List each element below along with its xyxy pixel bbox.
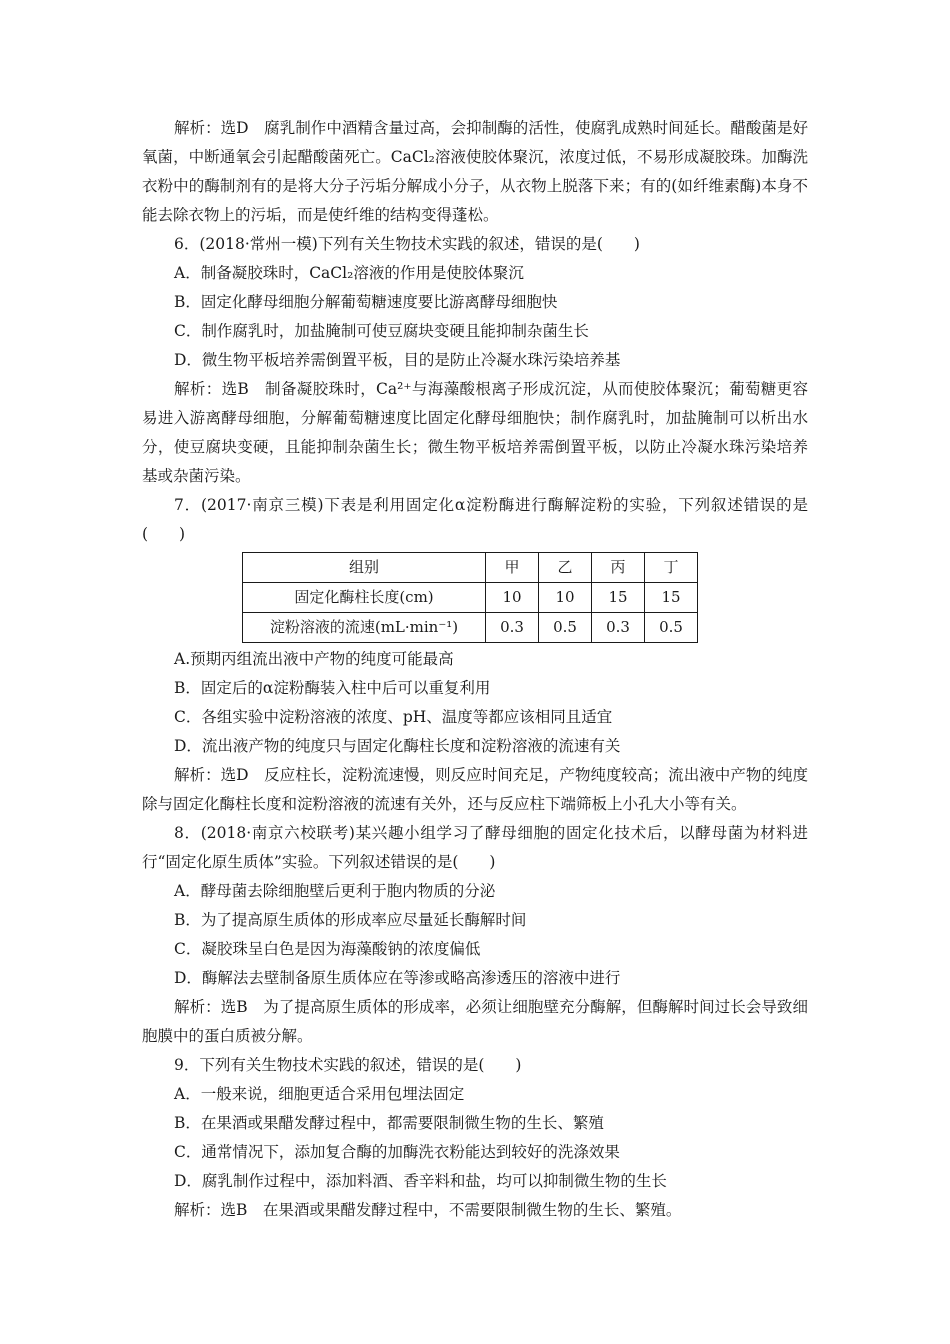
table-header-cell: 乙 <box>539 553 592 583</box>
question-6-stem: 6．(2018·常州一模)下列有关生物技术实践的叙述，错误的是( ) <box>174 235 640 253</box>
question-7-stem: 7．(2017·南京三模)下表是利用固定化α淀粉酶进行酶解淀粉的实验，下列叙述错误的是( ) <box>142 496 808 543</box>
question-8-stem: 8．(2018·南京六校联考)某兴趣小组学习了酵母细胞的固定化技术后，以酵母菌为材料进行“固定化原生质体”实验。下列叙述错误的是( ) <box>142 824 808 871</box>
table-header-row <box>243 553 698 583</box>
q9-option-c: C．通常情况下，添加复合酶的加酶洗衣粉能达到较好的洗涤效果 <box>174 1143 620 1161</box>
experiment-table-wrap <box>242 552 808 643</box>
analysis-q8: 解析：选B 为了提高原生质体的形成率，必须让细胞壁充分酶解，但酶解时间过长会导致细胞膜中的蛋白质被分解。 <box>142 998 808 1045</box>
analysis-q5: 解析：选D 腐乳制作中酒精含量过高，会抑制酶的活性，使腐乳成熟时间延长。醋酸菌是好氧菌，中断通氧会引起醋酸菌死亡。CaCl₂溶液使胶体聚沉，浓度过低，不易形成凝胶珠。加酶洗衣粉中的酶制剂有的是将大分子污垢分解成小分子，从衣物上脱落下来；有的(如纤维素酶)本身不能去除衣物上的污垢，而是使纤维的结构变得蓬松。 <box>142 119 808 224</box>
table-row <box>243 613 698 643</box>
q7-option-b: B．固定后的α淀粉酶装入柱中后可以重复利用 <box>174 679 491 697</box>
experiment-table <box>242 552 698 643</box>
table-cell: 淀粉溶液的流速(mL·min⁻¹) <box>243 613 486 643</box>
table-header-cell: 甲 <box>486 553 539 583</box>
table-cell: 0.5 <box>645 613 698 643</box>
table-header-cell: 丙 <box>592 553 645 583</box>
q8-option-d: D．酶解法去壁制备原生质体应在等渗或略高渗透压的溶液中进行 <box>174 969 621 987</box>
analysis-q9: 解析：选B 在果酒或果醋发酵过程中，不需要限制微生物的生长、繁殖。 <box>174 1201 682 1219</box>
table-cell: 0.3 <box>592 613 645 643</box>
question-9-stem: 9．下列有关生物技术实践的叙述，错误的是( ) <box>174 1056 522 1074</box>
analysis-q6: 解析：选B 制备凝胶珠时，Ca²⁺与海藻酸根离子形成沉淀，从而使胶体聚沉；葡萄糖更容易进入游离酵母细胞，分解葡萄糖速度比固定化酵母细胞快；制作腐乳时，加盐腌制可以析出水分，使豆腐块变硬，且能抑制杂菌生长；微生物平板培养需倒置平板，以防止冷凝水珠污染培养基或杂菌污染。 <box>142 380 808 485</box>
table-cell: 15 <box>592 583 645 613</box>
table-cell: 0.5 <box>539 613 592 643</box>
table-cell: 15 <box>645 583 698 613</box>
q8-option-b: B．为了提高原生质体的形成率应尽量延长酶解时间 <box>174 911 527 929</box>
analysis-q7: 解析：选D 反应柱长，淀粉流速慢，则反应时间充足，产物纯度较高；流出液中产物的纯度除与固定化酶柱长度和淀粉溶液的流速有关外，还与反应柱下端筛板上小孔大小等有关。 <box>142 766 808 813</box>
table-row <box>243 583 698 613</box>
q6-option-b: B．固定化酵母细胞分解葡萄糖速度要比游离酵母细胞快 <box>174 293 558 311</box>
q7-option-c: C．各组实验中淀粉溶液的浓度、pH、温度等都应该相同且适宜 <box>174 708 613 726</box>
table-cell: 10 <box>539 583 592 613</box>
q7-option-a: A.预期丙组流出液中产物的纯度可能最高 <box>174 650 454 668</box>
q6-option-a: A．制备凝胶珠时，CaCl₂溶液的作用是使胶体聚沉 <box>174 264 524 282</box>
q8-option-c: C．凝胶珠呈白色是因为海藻酸钠的浓度偏低 <box>174 940 481 958</box>
q9-option-b: B．在果酒或果醋发酵过程中，都需要限制微生物的生长、繁殖 <box>174 1114 604 1132</box>
q8-option-a: A．酵母菌去除细胞壁后更利于胞内物质的分泌 <box>174 882 496 900</box>
q6-option-c: C．制作腐乳时，加盐腌制可使豆腐块变硬且能抑制杂菌生长 <box>174 322 589 340</box>
q6-option-d: D．微生物平板培养需倒置平板，目的是防止冷凝水珠污染培养基 <box>174 351 621 369</box>
page-content <box>142 114 808 1225</box>
table-cell: 固定化酶柱长度(cm) <box>243 583 486 613</box>
table-cell: 10 <box>486 583 539 613</box>
table-header-cell: 组别 <box>243 553 486 583</box>
table-cell: 0.3 <box>486 613 539 643</box>
q9-option-a: A．一般来说，细胞更适合采用包埋法固定 <box>174 1085 465 1103</box>
table-header-cell: 丁 <box>645 553 698 583</box>
q7-option-d: D．流出液产物的纯度只与固定化酶柱长度和淀粉溶液的流速有关 <box>174 737 621 755</box>
q9-option-d: D．腐乳制作过程中，添加料酒、香辛料和盐，均可以抑制微生物的生长 <box>174 1172 667 1190</box>
